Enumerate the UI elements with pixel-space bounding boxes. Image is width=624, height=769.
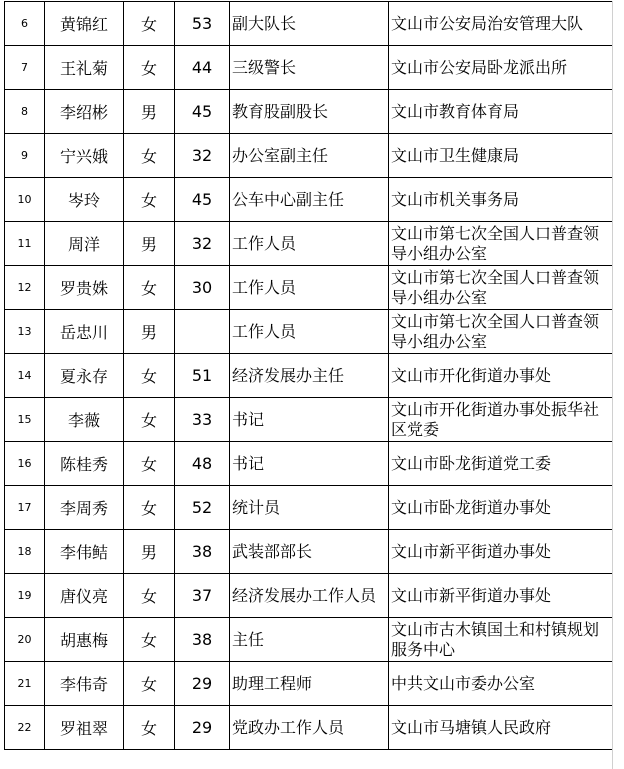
age-cell: 37 — [175, 574, 230, 618]
age-cell: 44 — [175, 46, 230, 90]
name-cell: 夏永存 — [45, 354, 124, 398]
table-row — [5, 398, 613, 442]
unit-cell: 中共文山市委办公室 — [389, 662, 613, 706]
sex-cell: 女 — [124, 46, 175, 90]
age-cell: 29 — [175, 662, 230, 706]
name-cell: 黄锦红 — [45, 2, 124, 46]
sex-cell: 女 — [124, 398, 175, 442]
table-row — [5, 442, 613, 486]
sex-cell: 女 — [124, 706, 175, 750]
position-cell: 主任 — [230, 618, 389, 662]
unit-cell: 文山市第七次全国人口普查领导小组办公室 — [389, 310, 613, 354]
age-cell: 38 — [175, 530, 230, 574]
name-cell: 宁兴娥 — [45, 134, 124, 178]
table-row — [5, 222, 613, 266]
right-edge-strip — [612, 1, 624, 769]
name-cell: 陈桂秀 — [45, 442, 124, 486]
row-number-cell: 11 — [5, 222, 45, 266]
table-row — [5, 134, 613, 178]
table-row — [5, 662, 613, 706]
unit-cell: 文山市公安局卧龙派出所 — [389, 46, 613, 90]
roster-table — [4, 1, 613, 750]
row-number-cell: 21 — [5, 662, 45, 706]
unit-cell: 文山市古木镇国土和村镇规划服务中心 — [389, 618, 613, 662]
name-cell: 胡惠梅 — [45, 618, 124, 662]
table-row — [5, 618, 613, 662]
table-row — [5, 486, 613, 530]
sex-cell: 女 — [124, 178, 175, 222]
position-cell: 工作人员 — [230, 266, 389, 310]
age-cell: 45 — [175, 178, 230, 222]
sex-cell: 女 — [124, 662, 175, 706]
unit-cell: 文山市卧龙街道党工委 — [389, 442, 613, 486]
position-cell: 书记 — [230, 398, 389, 442]
row-number-cell: 9 — [5, 134, 45, 178]
row-number-cell: 14 — [5, 354, 45, 398]
position-cell: 助理工程师 — [230, 662, 389, 706]
name-cell: 李伟奇 — [45, 662, 124, 706]
position-cell: 经济发展办主任 — [230, 354, 389, 398]
sex-cell: 男 — [124, 310, 175, 354]
sex-cell: 女 — [124, 134, 175, 178]
table-row — [5, 310, 613, 354]
table-row — [5, 2, 613, 46]
position-cell: 经济发展办工作人员 — [230, 574, 389, 618]
age-cell: 45 — [175, 90, 230, 134]
name-cell: 唐仪亮 — [45, 574, 124, 618]
row-number-cell: 7 — [5, 46, 45, 90]
age-cell: 30 — [175, 266, 230, 310]
position-cell: 书记 — [230, 442, 389, 486]
age-cell: 52 — [175, 486, 230, 530]
age-cell: 29 — [175, 706, 230, 750]
row-number-cell: 8 — [5, 90, 45, 134]
position-cell: 党政办工作人员 — [230, 706, 389, 750]
unit-cell: 文山市新平街道办事处 — [389, 530, 613, 574]
age-cell: 38 — [175, 618, 230, 662]
table-row — [5, 354, 613, 398]
sex-cell: 男 — [124, 90, 175, 134]
row-number-cell: 22 — [5, 706, 45, 750]
position-cell: 统计员 — [230, 486, 389, 530]
name-cell: 周洋 — [45, 222, 124, 266]
unit-cell: 文山市马塘镇人民政府 — [389, 706, 613, 750]
age-cell: 32 — [175, 134, 230, 178]
position-cell: 武装部部长 — [230, 530, 389, 574]
unit-cell: 文山市卫生健康局 — [389, 134, 613, 178]
name-cell: 李周秀 — [45, 486, 124, 530]
row-number-cell: 19 — [5, 574, 45, 618]
position-cell: 三级警长 — [230, 46, 389, 90]
age-cell: 51 — [175, 354, 230, 398]
unit-cell: 文山市开化街道办事处 — [389, 354, 613, 398]
name-cell: 李薇 — [45, 398, 124, 442]
row-number-cell: 12 — [5, 266, 45, 310]
sex-cell: 男 — [124, 222, 175, 266]
unit-cell: 文山市新平街道办事处 — [389, 574, 613, 618]
unit-cell: 文山市机关事务局 — [389, 178, 613, 222]
sex-cell: 女 — [124, 266, 175, 310]
sex-cell: 女 — [124, 574, 175, 618]
sex-cell: 女 — [124, 486, 175, 530]
age-cell: 48 — [175, 442, 230, 486]
row-number-cell: 20 — [5, 618, 45, 662]
table-row — [5, 266, 613, 310]
name-cell: 岑玲 — [45, 178, 124, 222]
position-cell: 公车中心副主任 — [230, 178, 389, 222]
name-cell: 岳忠川 — [45, 310, 124, 354]
sex-cell: 女 — [124, 442, 175, 486]
table-row — [5, 706, 613, 750]
unit-cell: 文山市开化街道办事处振华社区党委 — [389, 398, 613, 442]
table-row — [5, 574, 613, 618]
unit-cell: 文山市第七次全国人口普查领导小组办公室 — [389, 222, 613, 266]
sex-cell: 男 — [124, 530, 175, 574]
position-cell: 副大队长 — [230, 2, 389, 46]
unit-cell: 文山市第七次全国人口普查领导小组办公室 — [389, 266, 613, 310]
table-row — [5, 530, 613, 574]
name-cell: 李伟鲒 — [45, 530, 124, 574]
position-cell: 教育股副股长 — [230, 90, 389, 134]
table-row — [5, 90, 613, 134]
position-cell: 工作人员 — [230, 222, 389, 266]
row-number-cell: 16 — [5, 442, 45, 486]
name-cell: 罗祖翠 — [45, 706, 124, 750]
unit-cell: 文山市教育体育局 — [389, 90, 613, 134]
unit-cell: 文山市卧龙街道办事处 — [389, 486, 613, 530]
row-number-cell: 18 — [5, 530, 45, 574]
roster-body — [5, 2, 613, 750]
table-row — [5, 46, 613, 90]
age-cell — [175, 310, 230, 354]
sex-cell: 女 — [124, 618, 175, 662]
name-cell: 王礼菊 — [45, 46, 124, 90]
row-number-cell: 10 — [5, 178, 45, 222]
position-cell: 办公室副主任 — [230, 134, 389, 178]
sex-cell: 女 — [124, 2, 175, 46]
row-number-cell: 6 — [5, 2, 45, 46]
table-row — [5, 178, 613, 222]
row-number-cell: 17 — [5, 486, 45, 530]
position-cell: 工作人员 — [230, 310, 389, 354]
row-number-cell: 13 — [5, 310, 45, 354]
name-cell: 李绍彬 — [45, 90, 124, 134]
sex-cell: 女 — [124, 354, 175, 398]
age-cell: 53 — [175, 2, 230, 46]
name-cell: 罗贵姝 — [45, 266, 124, 310]
age-cell: 33 — [175, 398, 230, 442]
unit-cell: 文山市公安局治安管理大队 — [389, 2, 613, 46]
row-number-cell: 15 — [5, 398, 45, 442]
age-cell: 32 — [175, 222, 230, 266]
